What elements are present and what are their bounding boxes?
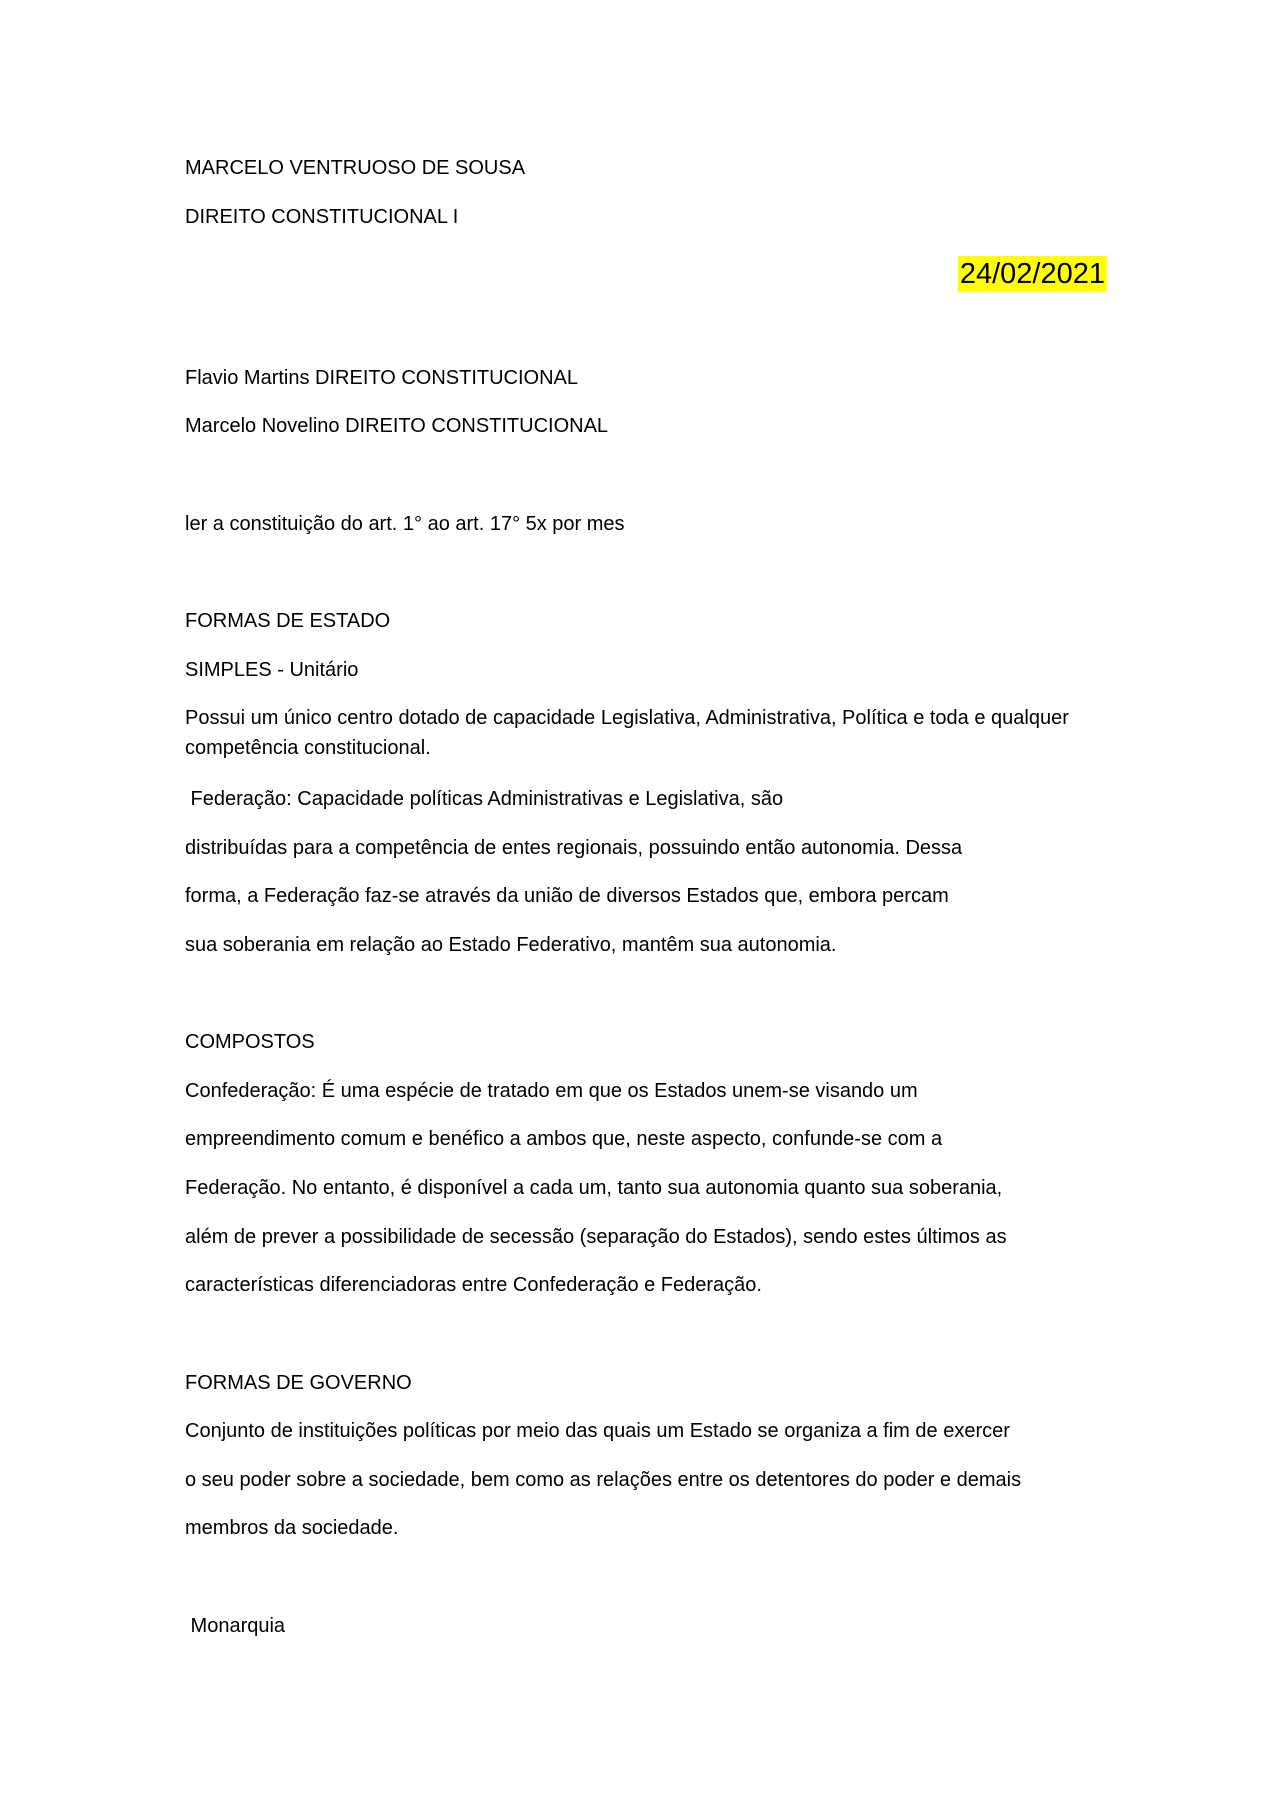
confederacao-line-4: além de prever a possibilidade de secessão (separação do Estados), sendo estes últimos as <box>185 1226 1007 1248</box>
federacao-line-3: forma, a Federação faz-se através da união de diversos Estados que, embora percam <box>185 885 949 907</box>
simples-text: Possui um único centro dotado de capacidade Legislativa, Administrativa, Política e toda e qualquer competência constitucional. <box>185 707 1069 759</box>
governo-line-3: membros da sociedade. <box>185 1517 399 1539</box>
governo-line-1: Conjunto de instituições políticas por meio das quais um Estado se organiza a fim de exercer <box>185 1420 1010 1442</box>
confederacao-line-2: empreendimento comum e benéfico a ambos que, neste aspecto, confunde-se com a <box>185 1128 943 1150</box>
compostos-heading: COMPOSTOS <box>185 1031 315 1053</box>
author-name: MARCELO VENTRUOSO DE SOUSA <box>185 157 526 179</box>
formas-estado-heading: FORMAS DE ESTADO <box>185 610 391 632</box>
governo-line-2: o seu poder sobre a sociedade, bem como as relações entre os detentores do poder e demais <box>185 1469 1022 1491</box>
bibliography-item-1: Flavio Martins DIREITO CONSTITUCIONAL <box>185 367 579 389</box>
confederacao-line-5: características diferenciadoras entre Confederação e Federação. <box>185 1274 762 1296</box>
course-title: DIREITO CONSTITUCIONAL I <box>185 206 459 228</box>
date-highlight: 24/02/2021 <box>959 258 1105 290</box>
reading-note: ler a constituição do art. 1° ao art. 17° 5x por mes <box>185 513 625 535</box>
confederacao-line-3: Federação. No entanto, é disponível a cada um, tanto sua autonomia quanto sua soberania, <box>185 1177 1003 1199</box>
confederacao-line-1: Confederação: É uma espécie de tratado em que os Estados unem-se visando um <box>185 1080 918 1102</box>
simples-heading: SIMPLES - Unitário <box>185 659 359 681</box>
federacao-line-2: distribuídas para a competência de entes regionais, possuindo então autonomia. Dessa <box>185 837 963 859</box>
formas-governo-heading: FORMAS DE GOVERNO <box>185 1372 412 1394</box>
federacao-line-1: Federação: Capacidade políticas Administrativas e Legislativa, são <box>185 788 784 810</box>
federacao-line-4: sua soberania em relação ao Estado Federativo, mantêm sua autonomia. <box>185 934 837 956</box>
monarquia-heading: Monarquia <box>185 1615 286 1637</box>
bibliography-item-2: Marcelo Novelino DIREITO CONSTITUCIONAL <box>185 415 609 437</box>
